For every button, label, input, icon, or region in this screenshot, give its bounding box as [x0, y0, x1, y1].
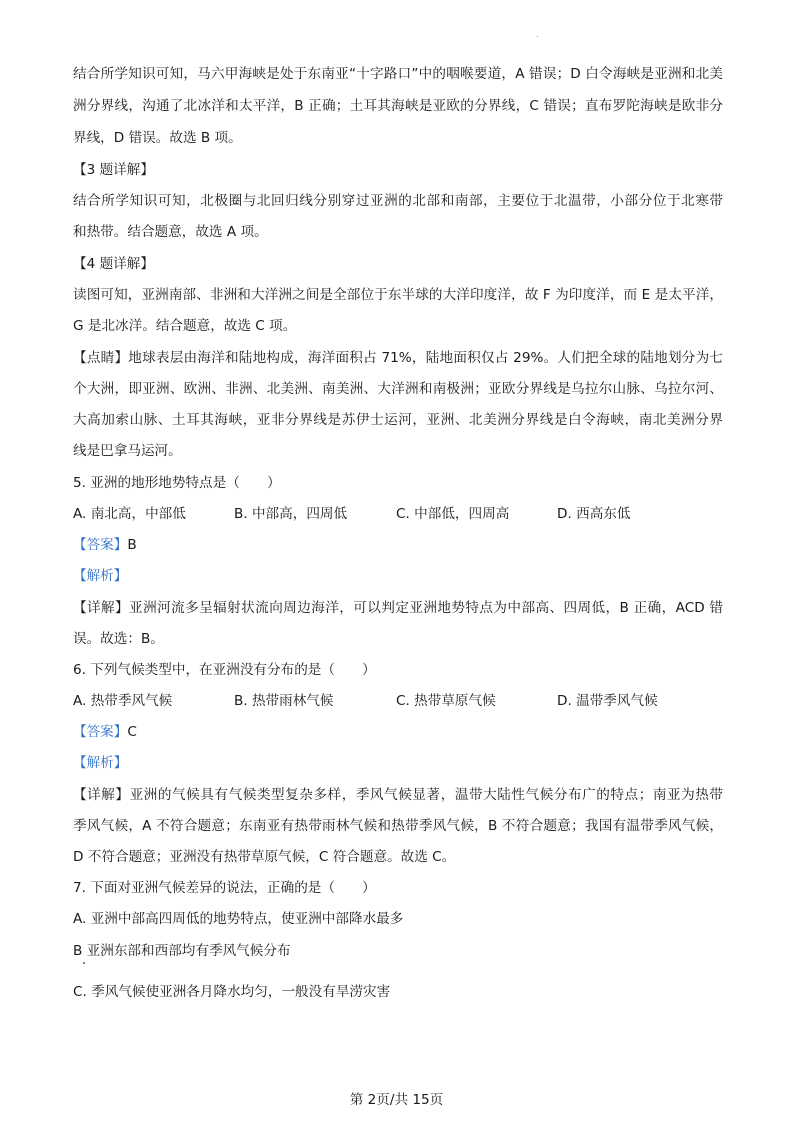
answer-line [73, 535, 723, 555]
question-stem: 7. 下面对亚洲气候差异的说法，正确的是（ ） [73, 880, 376, 896]
paragraph-line: 读图可知，亚洲南部、非洲和大洋洲之间是全部位于东半球的大洋印度洋，故 F 为印度洋，而 E 是太平洋， [73, 287, 723, 303]
option-d: D. 西高东低 [557, 506, 631, 522]
section-heading: 【4 题详解】 [73, 256, 154, 272]
paragraph-line: G 是北冰洋。结合题意，故选 C 项。 [73, 318, 297, 334]
answer-line [73, 722, 723, 742]
option-b: B. 中部高，四周低 [234, 506, 348, 522]
paragraph-line: 大高加索山脉、土耳其海峡，亚非分界线是苏伊士运河，亚洲、北美洲分界线是白令海峡，南北美洲分界 [73, 412, 723, 428]
paragraph-line: 界线，D 错误。故选 B 项。 [73, 130, 242, 146]
option-c: C. 季风气候使亚洲各月降水均匀，一般没有旱涝灾害 [73, 984, 391, 1000]
scan-speck [537, 36, 538, 37]
answer-value: C [127, 724, 137, 740]
question-stem: 6. 下列气候类型中，在亚洲没有分布的是（ ） [73, 662, 376, 678]
paragraph-line: 和热带。结合题意，故选 A 项。 [73, 224, 268, 240]
page-footer: 第 2页/共 15页 [349, 1092, 444, 1108]
answer-value: B [127, 537, 137, 553]
paragraph-line: 误。故选：B。 [73, 631, 164, 647]
option-b: B 亚洲东部和西部均有季风气候分布 [73, 943, 291, 959]
paragraph-line: 线是巴拿马运河。 [73, 443, 182, 459]
option-a: A. 热带季风气候 [73, 693, 173, 709]
paragraph-line: 季风气候，A 不符合题意；东南亚有热带雨林气候和热带季风气候，B 不符合题意；我国有温带季风气候， [73, 818, 723, 834]
answer-label: 【答案】 [73, 724, 128, 740]
section-heading: 【3 题详解】 [73, 162, 154, 178]
answer-label: 【答案】 [73, 537, 128, 553]
option-b: B. 热带雨林气候 [234, 693, 334, 709]
paragraph-line: 结合所学知识可知，北极圈与北回归线分别穿过亚洲的北部和南部，主要位于北温带，小部分位于北寒带 [73, 193, 723, 209]
option-c: C. 中部低，四周高 [396, 506, 510, 522]
paragraph-line: D 不符合题意；亚洲没有热带草原气候，C 符合题意。故选 C。 [73, 849, 456, 865]
question-stem: 5. 亚洲的地形地势特点是（ ） [73, 475, 281, 491]
paragraph-line: 【详解】亚洲的气候具有气候类型复杂多样，季风气候显著，温带大陆性气候分布广的特点；南亚为热带 [73, 787, 723, 803]
option-a: A. 南北高，中部低 [73, 506, 186, 522]
paragraph-line: 【点睛】地球表层由海洋和陆地构成，海洋面积占 71%，陆地面积仅占 29%。人们把全球的陆地划分为七 [73, 350, 723, 366]
option-c: C. 热带草原气候 [396, 693, 496, 709]
analysis-label: 【解析】 [73, 755, 128, 771]
paragraph-line: 结合所学知识可知，马六甲海峡是处于东南亚“十字路口”中的咽喉要道，A 错误；D 白令海峡是亚洲和北美 [73, 66, 723, 82]
analysis-label: 【解析】 [73, 568, 128, 584]
paragraph-line: 个大洲，即亚洲、欧洲、非洲、北美洲、南美洲、大洋洲和南极洲；亚欧分界线是乌拉尔山脉、乌拉尔河、 [73, 381, 723, 397]
option-d: D. 温带季风气候 [557, 693, 658, 709]
paragraph-line: 洲分界线，沟通了北冰洋和太平洋，B 正确；土耳其海峡是亚欧的分界线，C 错误；直布罗陀海峡是欧非分 [73, 98, 723, 114]
paragraph-line: 【详解】亚洲河流多呈辐射状流向周边海洋，可以判定亚洲地势特点为中部高、四周低，B 正确，ACD 错 [73, 600, 723, 616]
scan-dot [83, 962, 85, 964]
option-a: A. 亚洲中部高四周低的地势特点，使亚洲中部降水最多 [73, 911, 404, 927]
